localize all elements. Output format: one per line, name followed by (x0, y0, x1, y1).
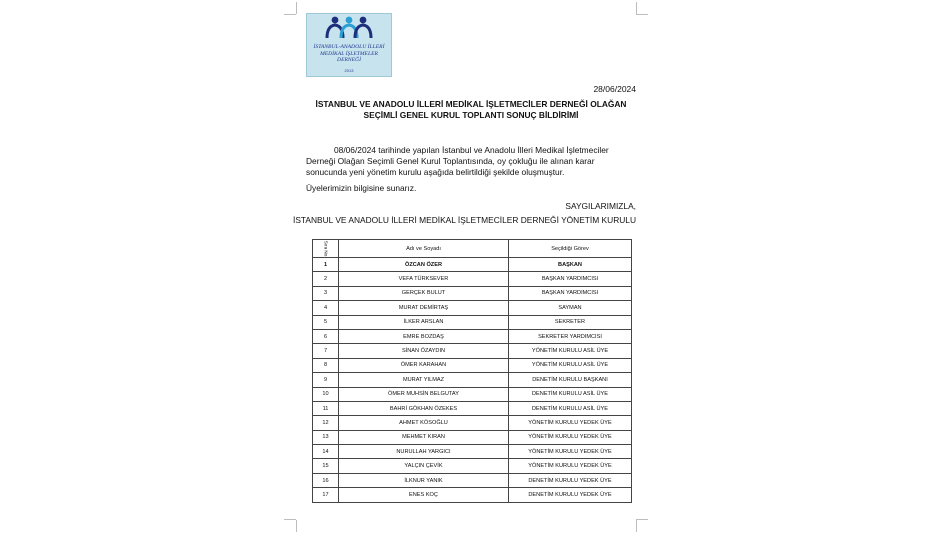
table-row (313, 301, 632, 315)
member-name: ÖMER KARAHAN (339, 358, 509, 372)
crop-mark-top-right-v (636, 2, 637, 14)
header-name: Adı ve Soyadı (339, 240, 509, 258)
table-row (313, 401, 632, 415)
table-row (313, 459, 632, 473)
crop-mark-top-left-v (296, 2, 297, 14)
row-number: 2 (313, 272, 339, 286)
table-row (313, 373, 632, 387)
row-number: 9 (313, 373, 339, 387)
member-name: MURAT YILMAZ (339, 373, 509, 387)
logo-line-1: İSTANBUL-ANADOLU İLLERİ (313, 44, 385, 50)
member-role: SEKRETER (509, 315, 632, 329)
crop-mark-bottom-left-v (296, 520, 297, 532)
row-number: 5 (313, 315, 339, 329)
member-name: SİNAN ÖZAYDIN (339, 344, 509, 358)
table-row (313, 358, 632, 372)
crop-mark-top-right-h (636, 14, 648, 15)
row-number: 6 (313, 329, 339, 343)
people-emblem-icon (307, 14, 391, 44)
table-row (313, 272, 632, 286)
member-name: YALÇIN ÇEVİK (339, 459, 509, 473)
member-name: GERÇEK BULUT (339, 286, 509, 300)
row-number: 8 (313, 358, 339, 372)
logo-line-3: DERNEĞİ (337, 57, 361, 64)
member-name: AHMET KÖSOĞLU (339, 416, 509, 430)
table-header-row (313, 240, 632, 258)
association-logo (306, 13, 392, 77)
body-paragraph: 08/06/2024 tarihinde yapılan İstanbul ve Anadolu İlleri Medikal İşletmeciler Derneği Olağan Seçimli Genel Kurul Toplantısında, oy çokluğu ile alınan karar sonucunda yeni yönetim kurulu aşağıda belirtildiği şekilde oluşmuştur. (306, 145, 609, 177)
table-row (313, 315, 632, 329)
table-row (313, 430, 632, 444)
row-number: 1 (313, 258, 339, 272)
crop-mark-bottom-right-h (636, 519, 648, 520)
member-name: MURAT DEMİRTAŞ (339, 301, 509, 315)
table-row (313, 286, 632, 300)
crop-mark-top-left-h (284, 14, 296, 15)
row-number: 3 (313, 286, 339, 300)
closing-greeting: SAYGILARIMIZLA, (565, 201, 636, 211)
row-number: 13 (313, 430, 339, 444)
logo-text (309, 44, 389, 64)
header-sequence-no: Sıra No (313, 240, 339, 258)
member-name: NURULLAH YARGICI (339, 445, 509, 459)
crop-mark-bottom-left-h (284, 519, 296, 520)
member-role: DENETİM KURULU YEDEK ÜYE (509, 473, 632, 487)
signature-board: İSTANBUL VE ANADOLU İLLERİ MEDİKAL İŞLETMECİLER DERNEĞİ YÖNETİM KURULU (293, 215, 636, 225)
member-role: YÖNETİM KURULU YEDEK ÜYE (509, 459, 632, 473)
table-row (313, 473, 632, 487)
member-name: İLKER ARSLAN (339, 315, 509, 329)
member-name: BAHRİ GÖKHAN ÖZEKES (339, 401, 509, 415)
table-row (313, 488, 632, 502)
member-name: İLKNUR YANIK (339, 473, 509, 487)
document-title: İSTANBUL VE ANADOLU İLLERİ MEDİKAL İŞLETMECİLER DERNEĞİ OLAĞAN SEÇİMLİ GENEL KURUL TOPLANTI SONUÇ BİLDİRİMİ (315, 99, 627, 120)
row-number: 4 (313, 301, 339, 315)
member-role: YÖNETİM KURULU YEDEK ÜYE (509, 430, 632, 444)
row-number: 10 (313, 387, 339, 401)
info-line: Üyelerimizin bilgisine sunarız. (306, 183, 417, 193)
member-role: BAŞKAN YARDIMCISI (509, 272, 632, 286)
table-row (313, 387, 632, 401)
row-number: 11 (313, 401, 339, 415)
document-date: 28/06/2024 (593, 84, 636, 94)
member-name: MEHMET KIRAN (339, 430, 509, 444)
table-row (313, 445, 632, 459)
table-row (313, 416, 632, 430)
row-number: 15 (313, 459, 339, 473)
member-name: EMRE BOZDAŞ (339, 329, 509, 343)
member-role: DENETİM KURULU ASİL ÜYE (509, 401, 632, 415)
logo-year: 2013 (344, 68, 354, 73)
board-members-table (312, 239, 632, 503)
member-role: SEKRETER YARDIMCISI (509, 329, 632, 343)
member-role: YÖNETİM KURULU ASİL ÜYE (509, 358, 632, 372)
member-role: SAYMAN (509, 301, 632, 315)
table-row (313, 329, 632, 343)
member-name: ÖZCAN ÖZER (339, 258, 509, 272)
member-name: ÖMER MUHSİN BELGUTAY (339, 387, 509, 401)
member-role: BAŞKAN YARDIMCISI (509, 286, 632, 300)
row-number: 7 (313, 344, 339, 358)
member-role: DENETİM KURULU ASİL ÜYE (509, 387, 632, 401)
member-name: ENES KOÇ (339, 488, 509, 502)
row-number: 14 (313, 445, 339, 459)
member-role: YÖNETİM KURULU ASİL ÜYE (509, 344, 632, 358)
header-role: Seçildiği Görev (509, 240, 632, 258)
table-row (313, 258, 632, 272)
member-role: YÖNETİM KURULU YEDEK ÜYE (509, 445, 632, 459)
row-number: 17 (313, 488, 339, 502)
member-name: VEFA TÜRKSEVER (339, 272, 509, 286)
member-role: YÖNETİM KURULU YEDEK ÜYE (509, 416, 632, 430)
member-role: DENETİM KURULU BAŞKANI (509, 373, 632, 387)
row-number: 16 (313, 473, 339, 487)
member-role: DENETİM KURULU YEDEK ÜYE (509, 488, 632, 502)
member-role: BAŞKAN (509, 258, 632, 272)
table-row (313, 344, 632, 358)
row-number: 12 (313, 416, 339, 430)
crop-mark-bottom-right-v (636, 520, 637, 532)
logo-line-2: MEDİKAL İŞLETMELER (320, 50, 378, 57)
